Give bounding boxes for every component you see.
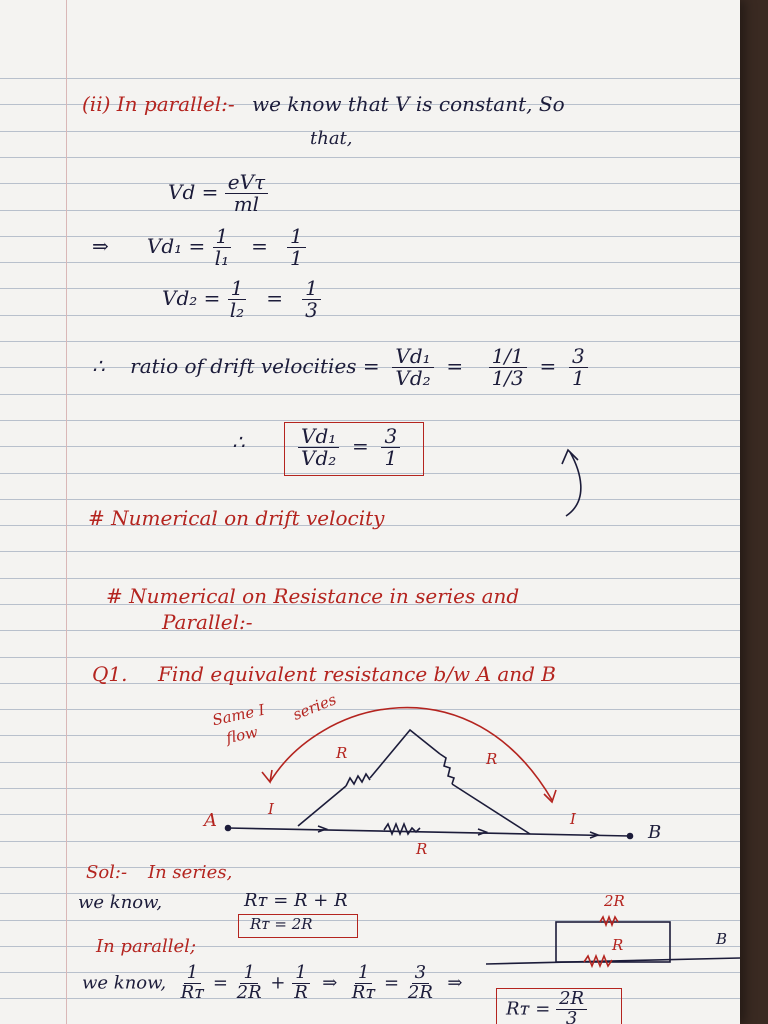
- resistor-right: [440, 754, 454, 784]
- annotation-same-current: Same I: [210, 700, 267, 730]
- circuit-label-i-right: I: [570, 810, 576, 828]
- heading-resistance-line1: # Numerical on Resistance in series and: [106, 584, 520, 608]
- solution-parallel-equation: we know, $\frac{1}{\text{Rᴛ}}$ = $\frac{1}{2R}$ + $\frac{1}{R}$ ⇒ $\frac{1}{\text{Rᴛ}}$ = $\frac{3}{2R}$ ⇒: [82, 962, 463, 1003]
- c2-resistor-top: [600, 917, 618, 925]
- circuit-label-a: A: [204, 810, 217, 831]
- ratio-line: ∴ ratio of drift velocities = $\frac{\text{Vd₁}}{\text{Vd₂}}$ = $\frac{1/1}{1/3}$ = $\frac{3}{1}$: [92, 346, 588, 389]
- circuit-label-r-left: R: [336, 744, 348, 762]
- wire-left-lower: [298, 786, 346, 826]
- circuit-label-r-bottom: R: [416, 840, 428, 858]
- parallel-heading: (ii) In parallel:-: [82, 92, 235, 116]
- question-text: Find equivalent resistance b/w A and B: [158, 662, 556, 686]
- circuit-label-r-right: R: [486, 750, 498, 768]
- annotation-flow: flow: [224, 722, 260, 748]
- wire-main: [228, 828, 630, 836]
- series-annotation-arc: [262, 708, 556, 802]
- solution-final: Rᴛ = $\frac{2R}{3}$: [506, 990, 587, 1024]
- solution-in-parallel: In parallel;: [96, 936, 197, 957]
- annotation-series: series: [290, 690, 339, 724]
- node-b: [628, 834, 633, 839]
- result-therefore: ∴: [232, 430, 245, 454]
- question-label: Q1.: [92, 662, 128, 686]
- solution-rt-sum: Rᴛ = R + R: [244, 890, 348, 911]
- c2-parallel-box: [556, 922, 670, 962]
- arrow-1: [318, 826, 326, 832]
- heading-drift-velocity: # Numerical on drift velocity: [88, 506, 385, 530]
- node-a: [226, 826, 231, 831]
- solution-we-know: we know,: [78, 892, 163, 913]
- eq-vd1: ⇒ Vd₁ = $\frac{1}{\text{l₁}}$ = $\frac{1}{1}$: [92, 226, 306, 269]
- drift-arrow-path: [566, 452, 581, 516]
- circuit-label-b: B: [648, 822, 662, 843]
- solution-label: Sol:-: [86, 862, 128, 883]
- arrow-2: [478, 829, 486, 835]
- resistor-left: [346, 774, 370, 786]
- parallel-text-line1: we know that V is constant, So: [252, 92, 565, 116]
- circuit-label-i-left: I: [268, 800, 274, 818]
- eq-drift-velocity: Vd = $\frac{\text{eVτ}}{ml}$: [168, 172, 268, 215]
- arc-path: [270, 708, 552, 800]
- solution-rt-boxed: Rᴛ = 2R: [250, 915, 313, 933]
- wire-apex: [370, 730, 440, 778]
- heading-resistance-line2: Parallel:-: [162, 610, 253, 634]
- circuit1: [226, 730, 633, 839]
- c2-wire-main: [486, 958, 740, 964]
- parallel-text-line2: that,: [310, 128, 353, 149]
- circuit2-label-b: B: [716, 930, 728, 948]
- arc-arrow-left: [262, 770, 272, 782]
- circuit2-label-r: R: [612, 936, 624, 954]
- wire-right-lower: [452, 784, 530, 834]
- solution-in-series: In series,: [148, 862, 233, 883]
- circuit2: [486, 917, 740, 966]
- drift-arrow: [562, 450, 581, 516]
- result-equation: $\frac{\text{Vd₁}}{\text{Vd₂}}$ = $\frac{3}{1}$: [298, 426, 400, 469]
- eq-vd2: Vd₂ = $\frac{1}{\text{l₂}}$ = $\frac{1}{3}$: [162, 278, 321, 321]
- circuit2-label-2r: 2R: [604, 892, 625, 910]
